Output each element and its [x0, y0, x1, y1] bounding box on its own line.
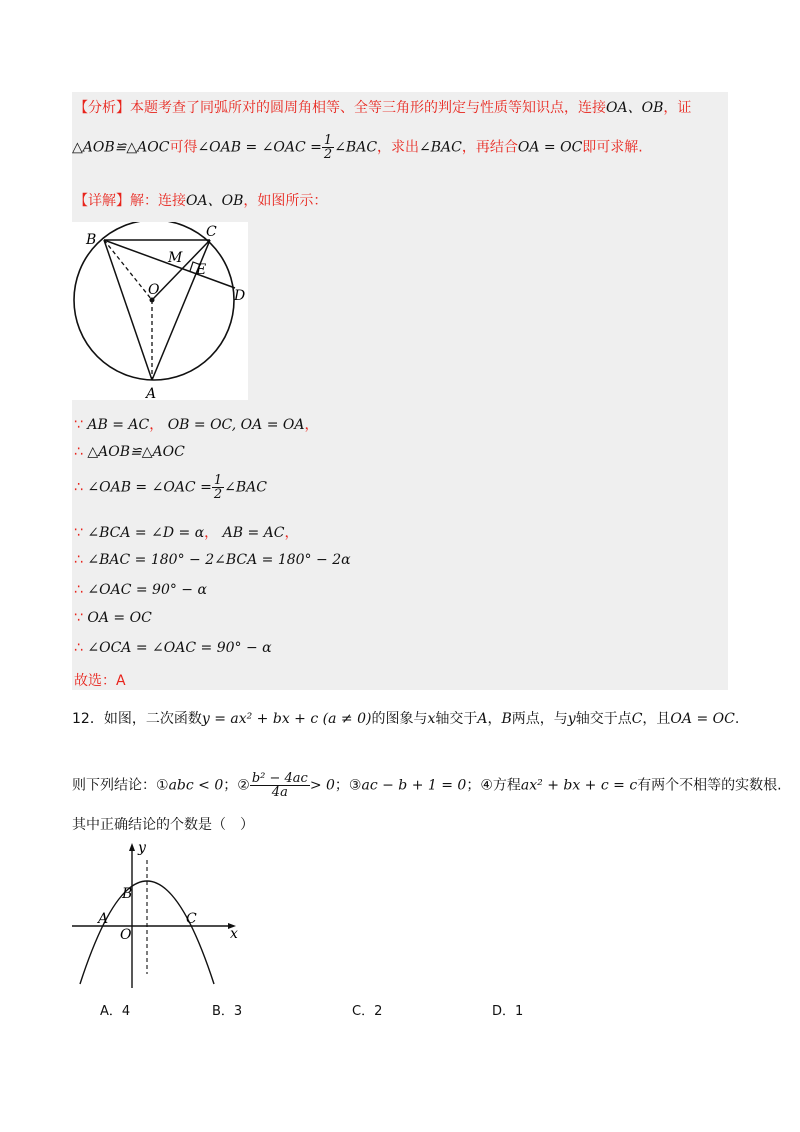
answer-line: 故选：A — [74, 673, 126, 689]
step-6 — [74, 582, 207, 598]
question-text: 则下列结论：① — [72, 777, 169, 794]
question-point-b: B — [501, 711, 512, 727]
analysis-eq-left: ∠OAB = ∠OAC = — [197, 139, 322, 156]
step-3 — [74, 474, 267, 501]
analysis-text4: ，再结合 — [461, 139, 518, 156]
detail-text1: 解：连接 — [130, 193, 186, 209]
step-math-2: AB = AC — [222, 525, 285, 541]
question-oa-oc: OA = OC — [670, 711, 735, 727]
analysis-line-2 — [72, 134, 643, 161]
step-math: △AOB≌△AOC — [87, 444, 185, 460]
question-point-c: C — [631, 711, 643, 727]
question-point-a: A — [477, 711, 488, 727]
fraction-denominator: 2 — [213, 487, 223, 502]
fraction-numerator: 1 — [213, 473, 223, 488]
step-5 — [74, 552, 351, 568]
label-o: O — [120, 927, 132, 943]
step-fraction — [212, 474, 224, 501]
label-y: y — [138, 840, 146, 856]
detail-line — [74, 190, 327, 210]
question-text: 两点，与 — [511, 711, 568, 727]
label-o: O — [148, 282, 160, 298]
conclusion-2-fraction — [250, 772, 310, 799]
option-b[interactable]: B．3 — [212, 1004, 243, 1019]
label-c: C — [206, 224, 217, 240]
step-math: ∠BCA = ∠D = α — [87, 525, 205, 541]
step-end: ， — [284, 525, 299, 541]
question-text: ；② — [223, 777, 250, 794]
analysis-congruence: △AOB≌△AOC — [72, 139, 170, 156]
y-axis-arrow — [129, 843, 135, 851]
option-d[interactable]: D．1 — [492, 1004, 524, 1019]
question-text: . — [734, 711, 740, 727]
step-separator: ， — [204, 525, 219, 541]
step-math-2: OB = OC, OA = OA — [167, 417, 305, 433]
conclusion-2-tail: > 0 — [309, 777, 335, 794]
label-c: C — [186, 911, 197, 927]
step-symbol: ∴ — [74, 552, 83, 568]
question-text: ；④方程 — [466, 777, 521, 794]
step-math: ∠OCA = ∠OAC = 90° − α — [87, 640, 272, 656]
question-text: ，且 — [642, 711, 671, 727]
step-1 — [74, 414, 318, 434]
label-b: B — [86, 232, 97, 248]
question-text: ；③ — [334, 777, 362, 794]
question-number: 12．如图，二次函数 — [72, 711, 202, 727]
step-symbol: ∵ — [74, 525, 83, 541]
detail-text2: ，如图所示： — [243, 193, 328, 209]
step-separator: ， — [149, 417, 164, 433]
step-math: ∠BAC = 180° − 2∠BCA = 180° − 2α — [87, 552, 351, 568]
step-math: ∠OAB = ∠OAC = — [87, 479, 212, 496]
question-y: y — [567, 711, 576, 727]
analysis-oa-ob: OA、OB — [606, 100, 664, 116]
step-math-2: ∠BAC — [224, 479, 267, 496]
label-x: x — [230, 926, 238, 942]
step-symbol: ∴ — [74, 444, 83, 460]
conclusion-3: ac − b + 1 = 0 — [361, 777, 467, 794]
label-e: E — [196, 262, 207, 278]
analysis-line-1 — [74, 97, 691, 117]
conclusion-1: abc < 0 — [168, 777, 224, 794]
label-m: M — [168, 250, 183, 266]
question-function: y = ax² + bx + c (a ≠ 0) — [201, 711, 372, 727]
conclusion-4: ax² + bx + c = c — [520, 777, 638, 794]
analysis-text5: 即可求解. — [582, 139, 643, 156]
question-text: 轴交于点 — [575, 711, 632, 727]
label-a: A — [146, 386, 157, 400]
question-line-3: 其中正确结论的个数是（ ） — [72, 817, 254, 833]
step-2 — [74, 444, 185, 460]
step-math: ∠OAC = 90° − α — [87, 582, 207, 598]
question-text: 的图象与 — [371, 711, 428, 727]
question-text: ， — [487, 711, 502, 727]
step-symbol: ∴ — [74, 479, 83, 496]
detail-oa-ob: OA、OB — [186, 193, 244, 209]
analysis-oa-eq-oc: OA = OC — [517, 139, 583, 156]
question-line-2 — [72, 772, 782, 799]
step-7 — [74, 610, 152, 626]
question-line-1 — [72, 708, 739, 728]
question-x: x — [427, 711, 436, 727]
label-b: B — [122, 886, 133, 902]
label-a: A — [98, 911, 109, 927]
analysis-eq-right: ∠BAC — [334, 139, 378, 156]
fraction-denominator: 4a — [271, 785, 288, 800]
analysis-text-zheng: ，证 — [663, 100, 692, 116]
label-d: D — [234, 288, 246, 304]
step-end: ， — [304, 417, 319, 433]
analysis-text2: 可得 — [169, 139, 198, 156]
circle-geometry-figure — [72, 222, 248, 400]
detail-label: 【详解】 — [74, 193, 130, 209]
step-8 — [74, 640, 272, 656]
question-text: 有两个不相等的实数根. — [637, 777, 782, 794]
fraction-numerator: 1 — [323, 133, 333, 148]
analysis-label: 【分析】 — [74, 100, 130, 116]
center-point — [150, 298, 155, 303]
analysis-text: 本题考查了同弧所对的圆周角相等、全等三角形的判定与性质等知识点，连接 — [130, 100, 606, 116]
fraction-numerator: b² − 4ac — [251, 771, 308, 786]
question-text: 轴交于 — [435, 711, 478, 727]
analysis-bac: ∠BAC — [419, 139, 462, 156]
solution-block — [72, 92, 728, 690]
fraction-denominator: 2 — [323, 147, 333, 162]
step-math: OA = OC — [87, 610, 152, 626]
analysis-text3: ，求出 — [377, 139, 420, 156]
step-4 — [74, 522, 298, 542]
step-symbol: ∴ — [74, 640, 83, 656]
option-a[interactable]: A．4 — [100, 1004, 131, 1019]
analysis-fraction — [322, 134, 334, 161]
step-symbol: ∵ — [74, 610, 83, 626]
step-symbol: ∵ — [74, 417, 83, 433]
figure-background — [72, 222, 248, 400]
option-c[interactable]: C．2 — [352, 1004, 383, 1019]
step-symbol: ∴ — [74, 582, 83, 598]
parabola-figure — [70, 838, 250, 988]
step-math: AB = AC — [87, 417, 150, 433]
